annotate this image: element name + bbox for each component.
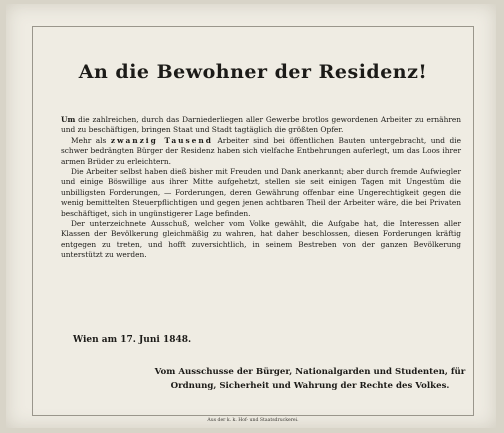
- paragraph-pre-text: Mehr als: [71, 135, 111, 145]
- printer-imprint: Aus der k. k. Hof- und Staatsdruckerei.: [207, 418, 299, 423]
- document-title: An die Bewohner der Residenz!: [78, 61, 428, 83]
- document-body: [61, 115, 461, 261]
- paragraph-2: [61, 136, 461, 167]
- signature-line-2: Ordnung, Sicherheit und Wahrung der Rechte des Volkes.: [170, 381, 450, 391]
- paragraph-text: Die Arbeiter selbst haben dieß bisher mit Freuden und Dank anerkannt; aber durch fremde Aufwiegler und einige Böswillige aus ihrer Mitte aufgehetzt, stellen sie seit einigen Tagen mit Ungestüm die unbilligsten Forderungen, — Forderungen, deren Gewährung offenbar eine Ungerechtigkeit gegen die wenig bemittelten Steuerpflichtigen und gegen jenen achtbaren Theil der Arbeiter wäre, die bei Privaten beschäftiget, sich in ungünstigerer Lage befinden.: [61, 167, 461, 218]
- paragraph-3: [61, 167, 461, 219]
- paragraph-text: die zahlreichen, durch das Darniederliegen aller Gewerbe brotlos gewordenen Arbeiter zu ernähren und zu beschäftigen, bringen Staat und Stadt tagtäglich die größten Opfer.: [61, 115, 461, 135]
- document-date: Wien am 17. Juni 1848.: [73, 335, 192, 345]
- paper-sheet: [6, 4, 496, 428]
- document-frame: [32, 26, 474, 423]
- paragraph-lead-word: Um: [61, 115, 76, 124]
- signature-block: [149, 365, 471, 393]
- paragraph-1: [61, 115, 461, 136]
- paragraph-text: Arbeiter sind bei öffentlichen Bauten untergebracht, und die schwer bedrängten Bürger der Residenz haben sich vielfache Entbehrungen auferlegt, um das Loos ihrer armen Brüder zu erleichtern.: [61, 135, 462, 166]
- paragraph-4: [61, 219, 461, 261]
- spaced-emphasis: zwanzig Tausend: [110, 135, 213, 145]
- paragraph-text: Der unterzeichnete Ausschuß, welcher vom Volke gewählt, die Aufgabe hat, die Interessen aller Klassen der Bevölkerung gleichmäßig zu wahren, hat daher beschlossen, diesen Forderungen kräftig entgegen zu treten, und hofft zuversichtlich, in seinem Bestreben von der ganzen Bevölkerung unterstützt zu werden.: [61, 219, 461, 260]
- signature-line-1: Vom Ausschusse der Bürger, Nationalgarden und Studenten, für: [154, 367, 466, 377]
